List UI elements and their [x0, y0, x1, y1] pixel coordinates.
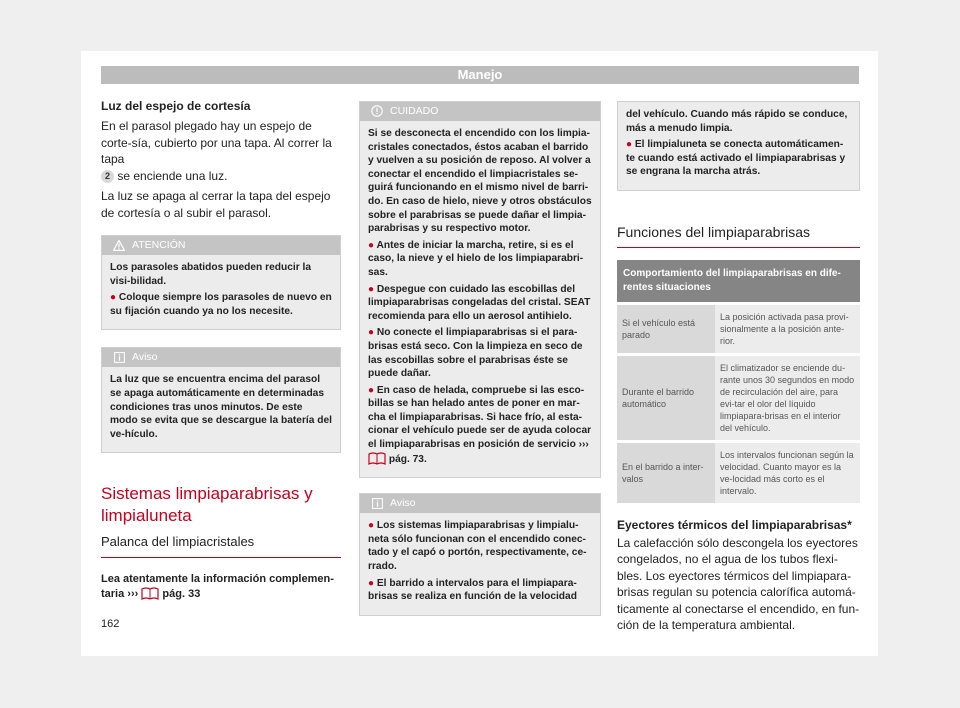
- eyectores-title: Eyectores térmicos del limpiaparabrisas*: [617, 517, 852, 532]
- aviso-header-2: Aviso: [360, 494, 600, 513]
- aviso-bullet-1: ● Los sistemas limpiaparabrisas y limpialu-neta sólo funcionan con el encendido conec-tado y el capó o portón, respectivamente, ce-rrado.: [368, 520, 587, 573]
- table-row: En el barrido a inter-valos Los intervalos funcionan según la velocidad. Cuanto mayor es la ve-locidad más corto es el intervalo.: [617, 441, 860, 503]
- header-title: Manejo: [457, 67, 503, 82]
- continued-box: [617, 101, 860, 191]
- info-icon: [112, 348, 126, 367]
- info-icon: [370, 494, 384, 513]
- continued-text: del vehículo. Cuando más rápido se conduce, más a menudo limpia.: [626, 109, 848, 134]
- functions-table: [617, 260, 860, 503]
- cuidado-bullet-4: ● En caso de helada, compruebe si las esco-billas se han helado antes de poner en mar-cha el limpiaparabrisas. Si hace frío, al esta-cionar el vehículo puede ser de ayuda colocar el limpiaparabrisas en posición de servicio ››› pág. 73.: [368, 384, 592, 465]
- cuidado-box: [359, 101, 601, 478]
- table-row: Si el vehículo está parado La posición activada pasa provi-sionalmente a la posición ante-rior.: [617, 303, 860, 354]
- warning-triangle-icon: [112, 236, 126, 255]
- book-icon: [368, 454, 386, 465]
- atencion-bullet: ● Coloque siempre los parasoles de nuevo en su fijación cuando ya no los necesite.: [110, 292, 332, 317]
- aviso-box-2: [359, 493, 601, 616]
- column-2: [359, 101, 601, 616]
- cuidado-text: Si se desconecta el encendido con los limpia-cristales conectados, éstos acaban el barrido y vuelven a su posición de reposo. Al volver a conectar el encendido el limpiacristales se-guirá funcionando en el mismo nivel de barri-do. En caso de hielo, nieve y otros obstáculos sobre el parabrisas se puede dañar el limpia-parabrisas y su respectivo motor.: [368, 128, 592, 235]
- header-bar: [101, 66, 859, 84]
- eyectores-text: La calefacción sólo descongela los eyectores congelados, no el agua de los tubos flexi-bles. Los eyectores térmicos del limpiapara-brisas regulan su potencia calorífica automá-ticamente al conectarse el encendido, en fun-ción de la temperatura ambiental.: [617, 535, 860, 633]
- page-number: 162: [101, 618, 120, 630]
- cuidado-reference-page[interactable]: pág. 73.: [388, 453, 427, 465]
- cuidado-bullet-3: ● No conecte el limpiaparabrisas si el para-brisas está seco. Con la limpieza en seco de las escobillas sobre el parabrisas éste se puede dañar.: [368, 327, 583, 380]
- column-3: [617, 101, 860, 638]
- aviso-text-1: La luz que se encuentra encima del parasol se apaga automáticamente en determinadas condiciones tras unos minutos. De este modo se evita que se descargue la batería del ve-hículo.: [110, 374, 332, 440]
- table-header: Comportamiento del limpiaparabrisas en dife-rentes situaciones: [617, 260, 860, 304]
- mirror-light-paragraph-1: En el parasol plegado hay un espejo de corte-sía, cubierto por una tapa. Al correr la tapa 2 se enciende una luz.: [101, 119, 332, 183]
- cuidado-header: CUIDADO: [360, 102, 600, 121]
- reference-line: Lea atentamente la información complemen-taria ››› pág. 33: [101, 573, 334, 601]
- book-icon: [141, 588, 162, 600]
- functions-title: Funciones del limpiaparabrisas: [617, 223, 860, 248]
- aviso-header-1: Aviso: [102, 348, 340, 367]
- reference-page[interactable]: pág. 33: [162, 588, 201, 601]
- number-badge: 2: [101, 170, 114, 183]
- exclamation-circle-icon: [370, 102, 384, 121]
- table-row: Durante el barrido automático El climatizador se enciende du-rante unos 30 segundos en modo de recirculación del aire, para evi-tar el olor del líquido limpiapara-brisas en el interior del vehículo.: [617, 354, 860, 441]
- mirror-light-heading: Luz del espejo de cortesía: [101, 99, 251, 113]
- aviso-box-1: [101, 347, 341, 453]
- atencion-box: [101, 235, 341, 330]
- column-1: [101, 98, 341, 602]
- atencion-header: ATENCIÓN: [102, 236, 340, 255]
- continued-bullet: ● El limpialuneta se conecta automáticamen-te cuando está activado el limpiaparabrisas y se engrana la marcha atrás.: [626, 139, 846, 178]
- mirror-light-paragraph-2: La luz se apaga al cerrar la tapa del espejo de cortesía o al subir el parasol.: [101, 189, 331, 220]
- cuidado-bullet-1: ● Antes de iniciar la marcha, retire, si es el caso, la nieve y el hielo de los limpiaparabri-sas.: [368, 239, 584, 278]
- section-title: Sistemas limpiaparabrisas y limpialuneta: [101, 484, 313, 526]
- aviso-bullet-2: ● El barrido a intervalos para el limpiapara-brisas se realiza en función de la velocidad: [368, 577, 577, 603]
- subsection-title: Palanca del limpiacristales: [101, 533, 341, 558]
- cuidado-bullet-2: ● Despegue con cuidado las escobillas del limpiaparabrisas congeladas del cristal. SEAT recomienda para ello un aerosol antihielo.: [368, 283, 591, 322]
- atencion-text: Los parasoles abatidos pueden reducir la visi-bilidad.: [110, 262, 311, 287]
